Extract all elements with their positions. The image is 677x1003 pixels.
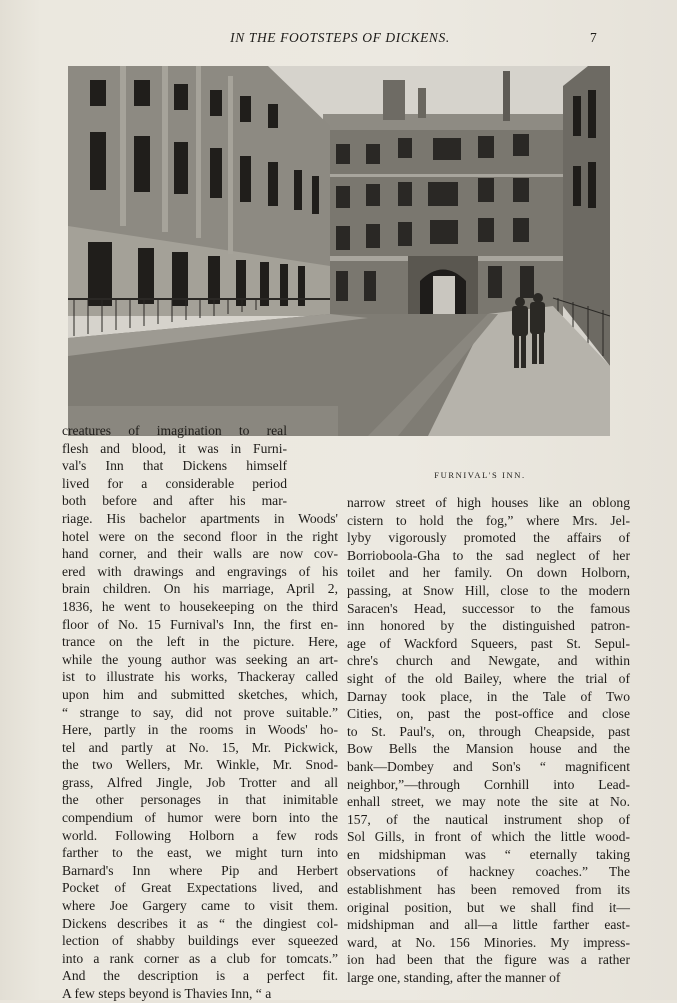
text-line: observations of hackney coaches.” The bbox=[347, 864, 630, 880]
text-line: ered with drawings and engravings of his bbox=[62, 563, 338, 579]
text-line: both before and after his mar- bbox=[62, 493, 287, 509]
text-line: 1836, he went to housekeeping on the third bbox=[62, 598, 338, 614]
text-line: ward, at No. 156 Minories. My impress- bbox=[347, 934, 630, 950]
furnivals-inn-photograph bbox=[68, 66, 610, 436]
text-line: upon him and submitted sketches, which, bbox=[62, 686, 338, 702]
right-text-column bbox=[347, 494, 630, 987]
left-text-column bbox=[62, 422, 338, 1003]
text-line: val's Inn that Dickens himself bbox=[62, 458, 287, 474]
text-line: A few steps beyond is Thavies Inn, “ a bbox=[62, 986, 272, 1001]
text-line: lived for a considerable period bbox=[62, 475, 287, 491]
text-line: Here, partly in the rooms in Woods' ho- bbox=[62, 722, 338, 738]
figure-caption: FURNIVAL'S INN. bbox=[434, 470, 526, 480]
running-title: IN THE FOOTSTEPS OF DICKENS. bbox=[230, 30, 450, 45]
text-line: original position, but we shall find it— bbox=[347, 899, 630, 915]
text-line: Bow Bells the Mansion house and the bbox=[347, 741, 630, 757]
text-line: cistern to hold the fog,” where Mrs. Jel- bbox=[347, 512, 630, 528]
text-line: establishment has been removed from its bbox=[347, 882, 630, 898]
text-line: 157, of the nautical instrument shop of bbox=[347, 811, 630, 827]
text-line: riage. His bachelor apartments in Woods' bbox=[62, 510, 338, 526]
text-line: “ strange to say, did not prove suitable.” bbox=[62, 704, 338, 720]
text-line: the other personages in that inimitable bbox=[62, 792, 338, 808]
text-line: neighbor,”—through Cornhill into Lead- bbox=[347, 776, 630, 792]
text-line: where Joe Gargery came to visit them. bbox=[62, 898, 338, 914]
text-line: lyby vigorously promoted the affairs of bbox=[347, 530, 630, 546]
text-line: sight of the old Bailey, where the trial of bbox=[347, 670, 630, 686]
text-line: narrow street of high houses like an oblong bbox=[347, 495, 630, 510]
text-line: Sol Gills, in front of which the little wood- bbox=[347, 829, 630, 845]
text-line: chre's church and Newgate, and within bbox=[347, 653, 630, 669]
text-line: compendium of humor were born into the bbox=[62, 810, 338, 826]
text-line: Pocket of Great Expectations lived, and bbox=[62, 880, 338, 896]
text-line: floor of No. 15 Furnival's Inn, the first en- bbox=[62, 616, 338, 632]
text-line: farther to the east, we might turn into bbox=[62, 845, 338, 861]
page-number: 7 bbox=[590, 30, 598, 45]
text-line: hand corner, and their walls are now cov- bbox=[62, 546, 338, 562]
text-line: trance on the left in the picture. Here, bbox=[62, 634, 338, 650]
text-line: toilet and her family. On down Holborn, bbox=[347, 565, 630, 581]
text-line: the two Wellers, Mr. Winkle, Mr. Snod- bbox=[62, 757, 338, 773]
text-line: to St. Paul's, on, through Cheapside, past bbox=[347, 723, 630, 739]
text-line: en midshipman was “ eternally taking bbox=[347, 846, 630, 862]
text-line: grass, Alfred Jingle, Job Trotter and all bbox=[62, 774, 338, 790]
text-line: tel and partly at No. 15, Mr. Pickwick, bbox=[62, 739, 338, 755]
text-line: ist to illustrate his works, Thackeray called bbox=[62, 669, 338, 685]
text-line: bank—Dombey and Son's “ magnificent bbox=[347, 758, 630, 774]
text-line: midshipman and all—a little farther east- bbox=[347, 917, 630, 933]
text-line: Barnard's Inn where Pip and Herbert bbox=[62, 862, 338, 878]
text-line: age of Wackford Squeers, past St. Sepul- bbox=[347, 635, 630, 651]
text-line: large one, standing, after the manner of bbox=[347, 970, 561, 986]
text-line: enhall street, we may note the site at No. bbox=[347, 794, 630, 810]
text-line: lection of shabby buildings ever squeezed bbox=[62, 933, 338, 949]
text-line: hotel were on the second floor in the right bbox=[62, 528, 338, 544]
text-line: inn honored by the distinguished patron- bbox=[347, 618, 630, 634]
text-line: creatures of imagination to real bbox=[62, 423, 287, 438]
text-line: Cities, on, past the post-office and close bbox=[347, 706, 630, 722]
text-line: And the description is a perfect fit. bbox=[62, 968, 338, 984]
text-line: Saracen's Head, successor to the famous bbox=[347, 600, 630, 616]
text-line: ion had been that the figure was a rather bbox=[347, 952, 630, 968]
text-line: brain children. On his marriage, April 2, bbox=[62, 581, 338, 597]
text-line: flesh and blood, it was in Furni- bbox=[62, 440, 287, 456]
text-line: into a rank corner as a club for tomcats.” bbox=[62, 950, 338, 966]
text-line: passing, at Snow Hill, close to the modern bbox=[347, 582, 630, 598]
text-line: Darnay took place, in the Tale of Two bbox=[347, 688, 630, 704]
text-line: world. Following Holborn a few rods bbox=[62, 827, 338, 843]
text-line: Borrioboola-Gha to the sad neglect of her bbox=[347, 547, 630, 563]
text-line: Dickens describes it as “ the dingiest col- bbox=[62, 915, 338, 931]
text-line: while the young author was seeking an art- bbox=[62, 651, 338, 667]
